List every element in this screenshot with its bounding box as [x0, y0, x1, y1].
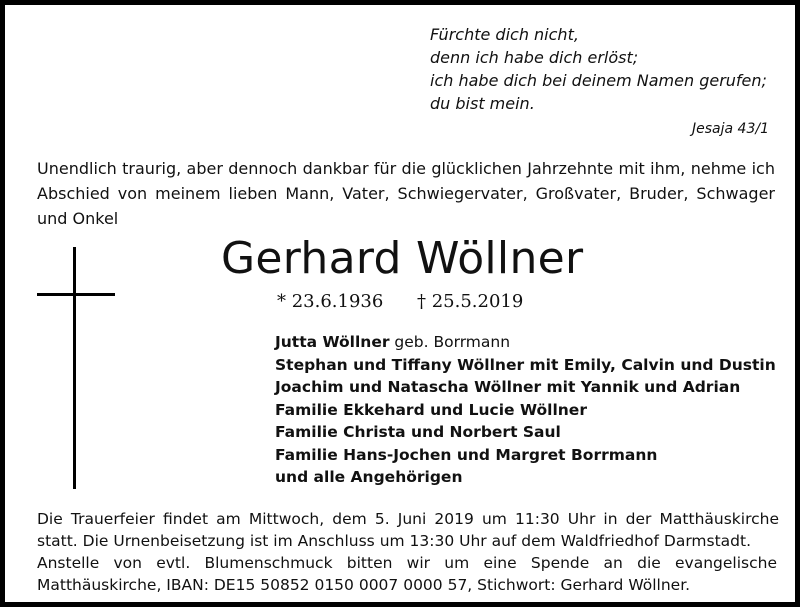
cross-icon-bar — [37, 293, 115, 296]
mourner-name: Jutta Wöllner — [275, 333, 390, 351]
birth-date: * 23.6.1936 — [277, 291, 384, 312]
cross-icon — [73, 247, 76, 489]
death-date: † 25.5.2019 — [417, 291, 524, 312]
quote-line: ich habe dich bei deinem Namen gerufen; — [430, 71, 767, 90]
intro-text: Unendlich traurig, aber dennoch dankbar für die glücklichen Jahrzehnte mit ihm, nehme ich Abschied von meinem lieben Mann, Vater, Schwiegervater, Großvater, Bruder, Schwager und Onkel — [37, 159, 775, 228]
quote-line: du bist mein. — [430, 94, 535, 113]
deceased-name: Gerhard Wöllner — [221, 233, 584, 284]
mourner-line: Familie Ekkehard und Lucie Wöllner — [275, 400, 587, 419]
mourner-line: und alle Angehörigen — [275, 468, 463, 486]
bible-quote — [430, 23, 790, 115]
funeral-details: Die Trauerfeier findet am Mittwoch, dem 5. Juni 2019 um 11:30 Uhr in der Matthäuskirche statt. Die Urnenbeisetzung ist im Anschluss um 13:30 Uhr auf dem Waldfriedhof Darmstadt. — [37, 510, 779, 550]
donation-request: Anstelle von evtl. Blumenschmuck bitten wir um eine Spende an die evangelische Matthäuskirche, IBAN: DE15 50852 0150 0007 0000 57, Stichwort: Gerhard Wöllner. — [37, 554, 777, 594]
quote-line: Fürchte dich nicht, — [430, 25, 579, 44]
mourner-line: Familie Hans-Jochen und Margret Borrmann — [275, 445, 658, 464]
mourner-maiden-name: geb. Borrmann — [389, 333, 511, 351]
quote-reference: Jesaja 43/1 — [692, 121, 769, 137]
mourner-line — [275, 331, 776, 354]
mourner-line: Joachim und Natascha Wöllner mit Yannik und Adrian — [275, 378, 741, 396]
quote-line: denn ich habe dich erlöst; — [430, 48, 639, 67]
mourner-line: Stephan und Tiffany Wöllner mit Emily, Calvin und Dustin — [275, 355, 776, 374]
mourner-line: Familie Christa und Norbert Saul — [275, 423, 561, 441]
mourners-list — [275, 331, 776, 489]
